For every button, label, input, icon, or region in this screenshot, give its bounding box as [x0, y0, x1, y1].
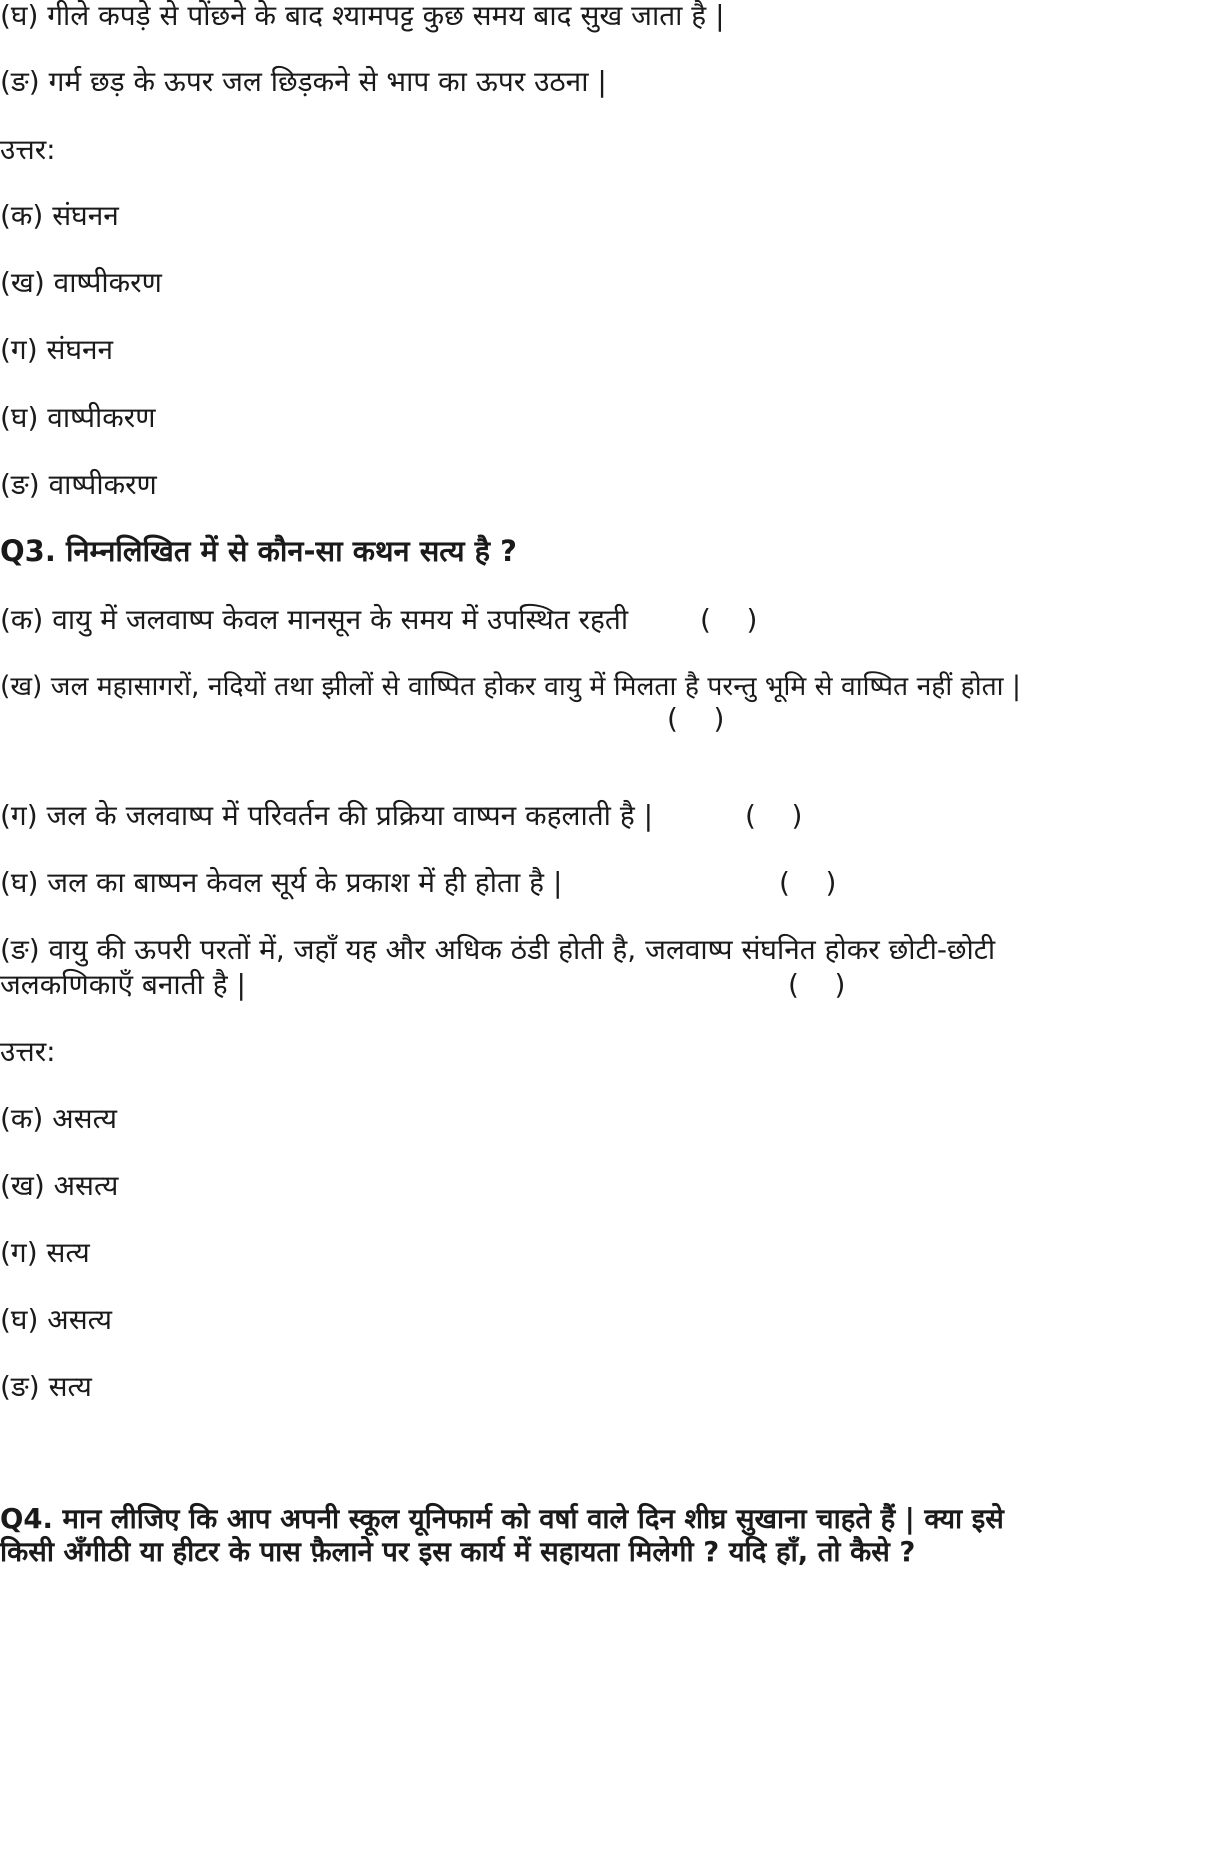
- q3-blank-gha[interactable]: ( ): [779, 866, 837, 899]
- q3-statement-nga-cont: जलकणिकाएँ बनाती है |: [0, 968, 246, 1001]
- q3-statement-gha: (घ) जल का बाष्पन केवल सूर्य के प्रकाश में ही होता है |: [0, 866, 563, 899]
- q3-statement-kha: (ख) जल महासागरों, नदियों तथा झीलों से वाष्पित होकर वायु में मिलता है परन्तु भूमि से वाष्पित नहीं होता |: [0, 671, 1021, 702]
- q3-statement-nga: (ङ) वायु की ऊपरी परतों में, जहाँ यह और अधिक ठंडी होती है, जलवाष्प संघनित होकर छोटी-छोटी: [0, 933, 996, 966]
- q2-answer-gha: (घ) वाष्पीकरण: [0, 401, 156, 434]
- q2-answer-kha: (ख) वाष्पीकरण: [0, 266, 162, 299]
- q3-answer-ka: (क) असत्य: [0, 1102, 117, 1135]
- q3-statement-ga: (ग) जल के जलवाष्प में परिवर्तन की प्रक्रिया वाष्पन कहलाती है |: [0, 799, 654, 832]
- q3-answer-gha: (घ) असत्य: [0, 1303, 112, 1336]
- q2-answer-ka: (क) संघनन: [0, 199, 119, 232]
- q4-question-line1: Q4. मान लीजिए कि आप अपनी स्कूल यूनिफार्म को वर्षा वाले दिन शीघ्र सुखाना चाहते हैं | क्या इसे: [0, 1503, 1004, 1535]
- q4-question-line2: किसी अँगीठी या हीटर के पास फ़ैलाने पर इस कार्य में सहायता मिलेगी ? यदि हाँ, तो कैसे ?: [0, 1536, 916, 1568]
- q3-answer-kha: (ख) असत्य: [0, 1169, 119, 1202]
- q3-answer-nga: (ङ) सत्य: [0, 1370, 92, 1403]
- q3-blank-ga[interactable]: ( ): [745, 799, 803, 832]
- q3-statement-ka: (क) वायु में जलवाष्प केवल मानसून के समय में उपस्थित रहती: [0, 603, 629, 636]
- q3-answer-label: उत्तर:: [0, 1035, 56, 1068]
- q3-blank-kha[interactable]: ( ): [667, 702, 725, 735]
- q3-blank-nga[interactable]: ( ): [788, 968, 846, 1001]
- q2-answer-ga: (ग) संघनन: [0, 333, 114, 366]
- q2-answer-nga: (ङ) वाष्पीकरण: [0, 468, 157, 501]
- q3-blank-ka[interactable]: ( ): [700, 603, 758, 636]
- q2-item-gha: (घ) गीले कपड़े से पोंछने के बाद श्यामपट्ट कुछ समय बाद सुख जाता है |: [0, 0, 725, 32]
- q2-answer-label: उत्तर:: [0, 133, 56, 166]
- q3-answer-ga: (ग) सत्य: [0, 1236, 90, 1269]
- q2-item-nga: (ङ) गर्म छड़ के ऊपर जल छिड़कने से भाप का ऊपर उठना |: [0, 65, 607, 98]
- q3-question: Q3. निम्नलिखित में से कौन-सा कथन सत्य है ?: [0, 534, 517, 568]
